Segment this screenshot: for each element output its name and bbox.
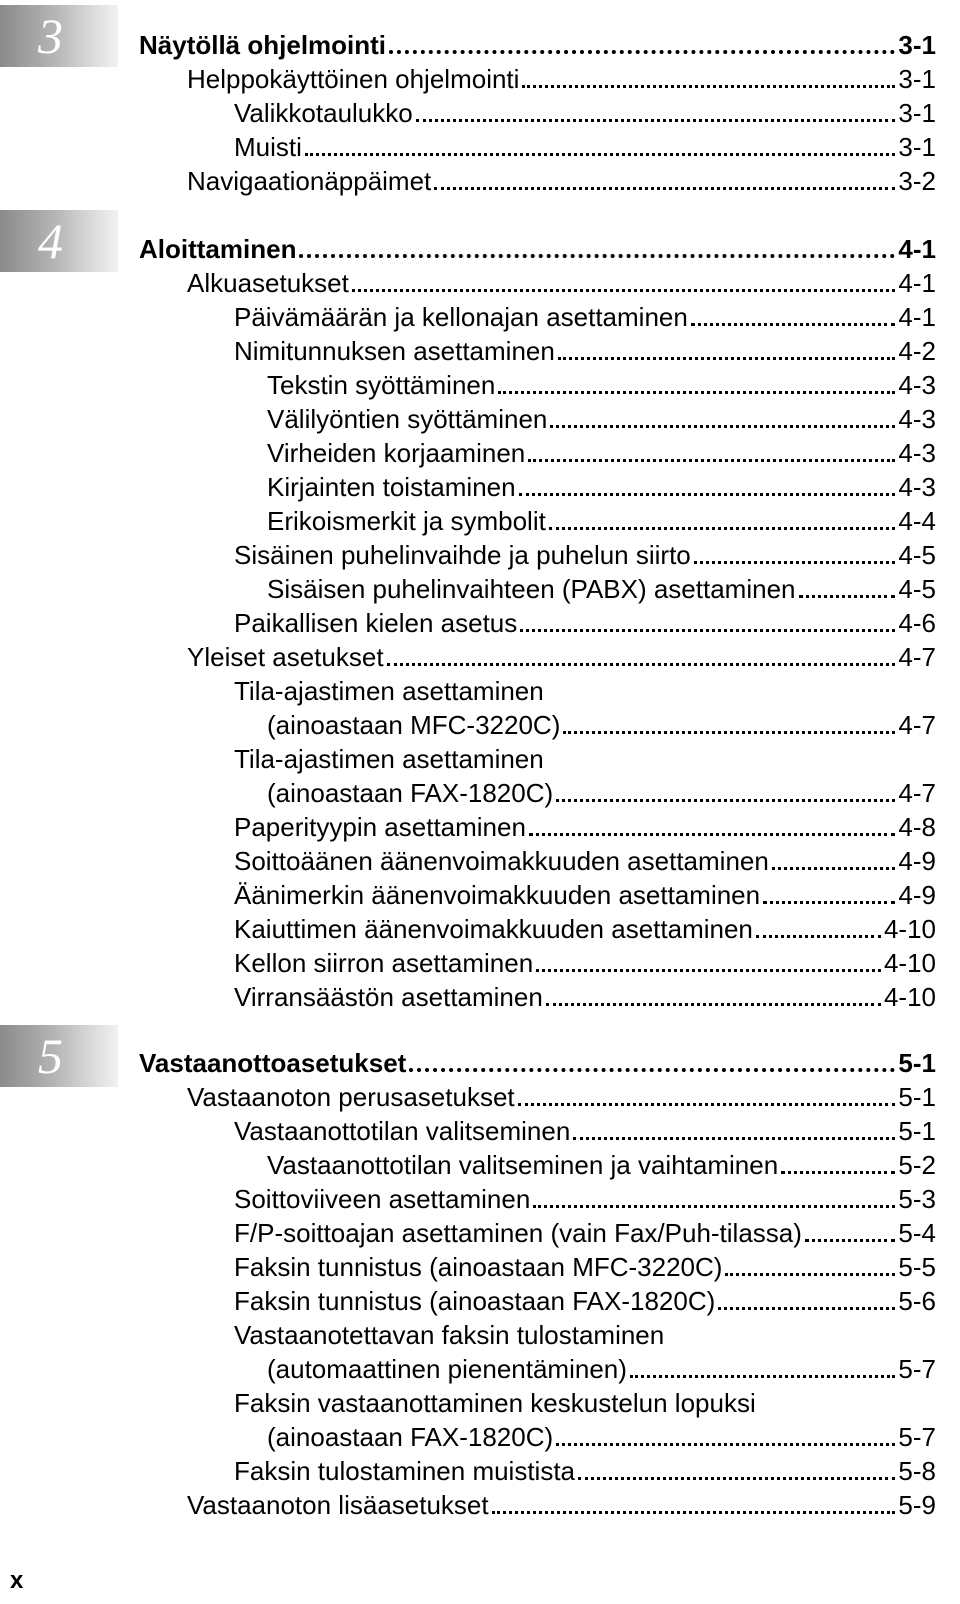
dot-leader — [416, 119, 896, 122]
dot-leader — [556, 799, 895, 802]
toc-title: Paperityypin asettaminen — [234, 812, 526, 842]
toc-page-number: 4-3 — [898, 438, 936, 468]
toc-entry[interactable] — [267, 776, 936, 810]
toc-entry[interactable] — [267, 368, 936, 402]
toc-page-number: 4-5 — [898, 574, 936, 604]
toc-page-number: 3-1 — [898, 64, 936, 94]
dot-leader — [519, 493, 896, 496]
dot-leader — [549, 527, 896, 530]
toc-entry[interactable] — [234, 980, 936, 1014]
toc-entry-chapter-3[interactable] — [139, 28, 936, 62]
toc-title-first-line[interactable]: Vastaanotettavan faksin tulostaminen — [234, 1320, 665, 1350]
dot-leader — [352, 289, 896, 292]
toc-title: Välilyöntien syöttäminen — [267, 404, 548, 434]
toc-entry[interactable] — [267, 402, 936, 436]
toc-page-number: 4-9 — [898, 846, 936, 876]
toc-page-number: 4-9 — [898, 880, 936, 910]
dot-leader — [522, 85, 895, 88]
toc-title: Soittoäänen äänenvoimakkuuden asettaminen — [234, 846, 769, 876]
toc-entry[interactable] — [234, 1454, 936, 1488]
dot-leader — [492, 1511, 896, 1514]
toc-entry[interactable] — [234, 300, 936, 334]
toc-page-number: 4-3 — [898, 472, 936, 502]
toc-page-number: 5-2 — [898, 1150, 936, 1180]
toc-title: Kaiuttimen äänenvoimakkuuden asettaminen — [234, 914, 753, 944]
toc-entry[interactable] — [187, 164, 936, 198]
toc-title: Alkuasetukset — [187, 268, 349, 298]
toc-entry[interactable] — [187, 1488, 936, 1522]
toc-page-number: 5-3 — [898, 1184, 936, 1214]
toc-page-number: 5-7 — [898, 1354, 936, 1384]
toc-page-number: 3-1 — [898, 98, 936, 128]
toc-page-number: 4-2 — [898, 336, 936, 366]
dot-leader — [725, 1273, 895, 1276]
toc-entry-chapter-5[interactable] — [139, 1046, 936, 1080]
toc-page-number: 4-1 — [898, 302, 936, 332]
chapter-tab-3 — [0, 5, 118, 67]
toc-entry[interactable] — [234, 810, 936, 844]
toc-title-first-line[interactable]: Tila-ajastimen asettaminen — [234, 744, 544, 774]
dot-leader — [630, 1375, 896, 1378]
toc-entry[interactable] — [187, 266, 936, 300]
dot-leader — [799, 595, 896, 598]
toc-entry[interactable] — [187, 62, 936, 96]
toc-page-number: 5-6 — [898, 1286, 936, 1316]
toc-entry[interactable] — [267, 470, 936, 504]
dot-leader — [805, 1239, 896, 1242]
dot-leader — [772, 867, 896, 870]
toc-entry[interactable] — [234, 946, 936, 980]
toc-title: Faksin tunnistus (ainoastaan MFC-3220C) — [234, 1252, 723, 1282]
dot-leader — [389, 50, 895, 54]
dot-leader — [756, 935, 881, 938]
toc-title: Yleiset asetukset — [187, 642, 384, 672]
dot-leader — [563, 731, 895, 734]
toc-page-number: 4-1 — [898, 234, 936, 264]
toc-title: F/P-soittoajan asettaminen (vain Fax/Puh-tilassa) — [234, 1218, 802, 1248]
dot-leader — [781, 1171, 895, 1174]
toc-entry[interactable] — [234, 1182, 936, 1216]
toc-page-number: 5-8 — [898, 1456, 936, 1486]
toc-page-number: 4-4 — [898, 506, 936, 536]
toc-page-number: 4-10 — [883, 914, 936, 944]
toc-title: Virheiden korjaaminen — [267, 438, 526, 468]
toc-page-number: 3-1 — [898, 132, 936, 162]
dot-leader — [556, 1443, 895, 1446]
dot-leader — [718, 1307, 895, 1310]
toc-page-number: 4-3 — [898, 404, 936, 434]
toc-entry[interactable] — [234, 1250, 936, 1284]
dot-leader — [763, 901, 895, 904]
dot-leader — [518, 1103, 896, 1106]
toc-title: Vastaanottotilan valitseminen ja vaihtaminen — [267, 1150, 779, 1180]
toc-title: (ainoastaan FAX-1820C) — [267, 1422, 554, 1452]
toc-title: Aloittaminen — [139, 234, 297, 264]
toc-page-number: 5-7 — [898, 1422, 936, 1452]
toc-page-number: 4-10 — [883, 948, 936, 978]
toc-entry[interactable] — [187, 1080, 936, 1114]
toc-title: Äänimerkin äänenvoimakkuuden asettaminen — [234, 880, 761, 910]
chapter-number: 5 — [38, 1028, 63, 1084]
dot-leader — [434, 187, 895, 190]
toc-title: Muisti — [234, 132, 302, 162]
dot-leader — [529, 833, 895, 836]
toc-title: Faksin tunnistus (ainoastaan FAX-1820C) — [234, 1286, 716, 1316]
toc-title: Valikkotaulukko — [234, 98, 413, 128]
toc-title: Faksin tulostaminen muistista — [234, 1456, 576, 1486]
dot-leader — [528, 459, 895, 462]
toc-title-first-line[interactable]: Tila-ajastimen asettaminen — [234, 676, 544, 706]
dot-leader — [691, 323, 896, 326]
toc-page-number: 5-9 — [898, 1490, 936, 1520]
toc-entry[interactable] — [234, 334, 936, 368]
dot-leader — [578, 1477, 895, 1480]
dot-leader — [558, 357, 896, 360]
toc-page-number: 3-2 — [898, 166, 936, 196]
toc-entry[interactable] — [267, 572, 936, 606]
chapter-tab-5 — [0, 1025, 118, 1087]
toc-entry[interactable] — [267, 1148, 936, 1182]
toc-page-number: 3-1 — [898, 30, 936, 60]
toc-title: Näytöllä ohjelmointi — [139, 30, 387, 60]
toc-title: Vastaanoton perusasetukset — [187, 1082, 515, 1112]
dot-leader — [387, 663, 896, 666]
toc-entry-chapter-4[interactable] — [139, 232, 936, 266]
toc-title: Tekstin syöttäminen — [267, 370, 496, 400]
dot-leader — [533, 1205, 895, 1208]
dot-leader — [694, 561, 896, 564]
toc-title: Nimitunnuksen asettaminen — [234, 336, 555, 366]
toc-title: (ainoastaan MFC-3220C) — [267, 710, 561, 740]
toc-title: (ainoastaan FAX-1820C) — [267, 778, 554, 808]
toc-page-number: 4-7 — [898, 642, 936, 672]
page-number: x — [10, 1567, 24, 1594]
dot-leader — [550, 425, 895, 428]
toc-title: Navigaationäppäimet — [187, 166, 432, 196]
toc-page-number: 4-3 — [898, 370, 936, 400]
toc-page-number: 4-5 — [898, 540, 936, 570]
toc-page-number: 4-10 — [883, 982, 936, 1012]
toc-page-number: 5-1 — [898, 1082, 936, 1112]
dot-leader — [520, 629, 895, 632]
toc-entry[interactable] — [267, 1352, 936, 1386]
toc-entry[interactable] — [267, 708, 936, 742]
toc-page-number: 4-6 — [898, 608, 936, 638]
toc-title-first-line[interactable]: Faksin vastaanottaminen keskustelun lopuksi — [234, 1388, 756, 1418]
chapter-number: 3 — [38, 8, 63, 64]
toc-entry[interactable] — [234, 844, 936, 878]
toc-title: Helppokäyttöinen ohjelmointi — [187, 64, 520, 94]
toc-entry[interactable] — [267, 504, 936, 538]
dot-leader — [546, 1003, 881, 1006]
toc-page-number: 4-7 — [898, 710, 936, 740]
dot-leader — [573, 1137, 895, 1140]
toc-entry[interactable] — [234, 606, 936, 640]
toc-page-number: 4-7 — [898, 778, 936, 808]
toc-entry[interactable] — [234, 1284, 936, 1318]
toc-title: Vastaanoton lisäasetukset — [187, 1490, 489, 1520]
toc-title: Paikallisen kielen asetus — [234, 608, 518, 638]
toc-entry[interactable] — [234, 538, 936, 572]
toc-title: Vastaanottotilan valitseminen — [234, 1116, 571, 1146]
toc-entry[interactable] — [267, 436, 936, 470]
toc-page-number: 5-5 — [898, 1252, 936, 1282]
toc-title: Sisäinen puhelinvaihde ja puhelun siirto — [234, 540, 691, 570]
toc-entry[interactable] — [187, 640, 936, 674]
toc-page-number: 4-8 — [898, 812, 936, 842]
toc-entry[interactable] — [234, 1114, 936, 1148]
toc-page-number: 4-1 — [898, 268, 936, 298]
toc-entry[interactable] — [234, 912, 936, 946]
chapter-tab-4 — [0, 210, 118, 272]
toc-title: Virransäästön asettaminen — [234, 982, 543, 1012]
toc-page-number: 5-1 — [898, 1116, 936, 1146]
toc-title: Sisäisen puhelinvaihteen (PABX) asettaminen — [267, 574, 796, 604]
toc-title: Päivämäärän ja kellonajan asettaminen — [234, 302, 688, 332]
toc-title: Vastaanottoasetukset — [139, 1048, 407, 1078]
toc-page-number: 5-4 — [898, 1218, 936, 1248]
toc-entry[interactable] — [234, 1216, 936, 1250]
dot-leader — [409, 1068, 895, 1072]
dot-leader — [299, 254, 895, 258]
toc-entry[interactable] — [234, 130, 936, 164]
chapter-number: 4 — [38, 213, 63, 269]
dot-leader — [498, 391, 895, 394]
toc-title: (automaattinen pienentäminen) — [267, 1354, 627, 1384]
toc-title: Erikoismerkit ja symbolit — [267, 506, 546, 536]
toc-title: Kellon siirron asettaminen — [234, 948, 534, 978]
toc-page-number: 5-1 — [898, 1048, 936, 1078]
dot-leader — [536, 969, 881, 972]
toc-title: Soittoviiveen asettaminen — [234, 1184, 531, 1214]
toc-entry[interactable] — [234, 96, 936, 130]
toc-entry[interactable] — [267, 1420, 936, 1454]
dot-leader — [305, 153, 896, 156]
toc-title: Kirjainten toistaminen — [267, 472, 516, 502]
toc-entry[interactable] — [234, 878, 936, 912]
